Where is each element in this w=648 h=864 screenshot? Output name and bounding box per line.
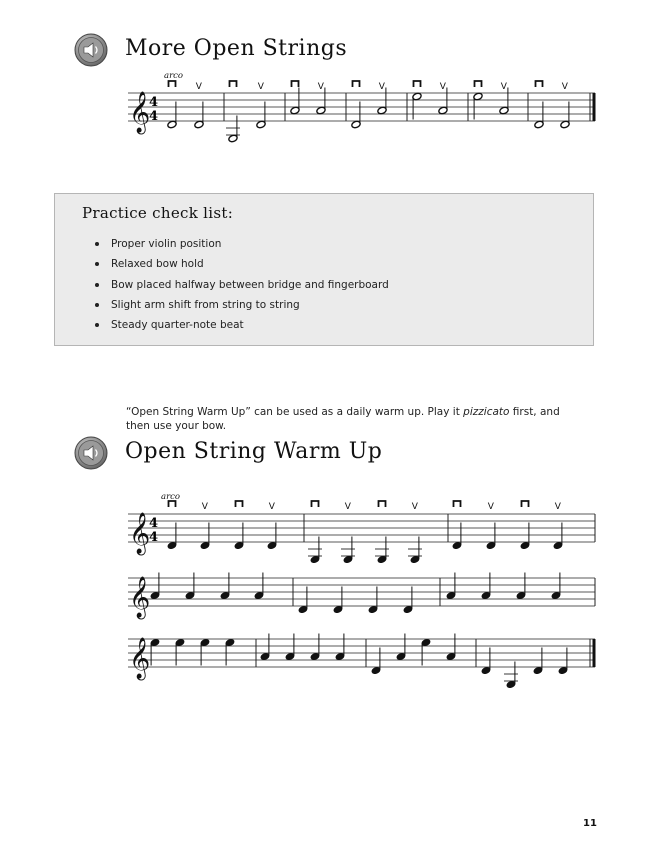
checklist-title: Practice check list: (82, 204, 234, 222)
half-note (351, 120, 361, 129)
down-bow-icon (536, 81, 543, 87)
quarter-note (285, 652, 295, 661)
half-note (256, 120, 266, 129)
quarter-note (200, 541, 210, 550)
intro-paragraph (126, 405, 566, 433)
quarter-note (298, 605, 308, 614)
up-bow-icon: V (268, 502, 275, 512)
quarter-note (520, 541, 530, 550)
checklist (93, 234, 389, 335)
quarter-note (150, 638, 160, 647)
up-bow-icon: V (500, 82, 507, 92)
treble-clef-icon: 𝄞 (129, 577, 151, 618)
section-title-open-string-warm-up: Open String Warm Up (125, 439, 383, 464)
time-signature-top: 4 (149, 516, 159, 531)
quarter-note (254, 591, 264, 600)
quarter-note (446, 591, 456, 600)
half-note (499, 106, 509, 115)
quarter-note (225, 638, 235, 647)
quarter-note (260, 652, 270, 661)
treble-clef-icon: 𝄞 (129, 92, 151, 133)
half-note (167, 120, 177, 129)
final-barline-thick (593, 93, 596, 121)
down-bow-icon (292, 81, 299, 87)
quarter-note (481, 666, 491, 675)
quarter-note (421, 638, 431, 647)
time-signature-bottom: 4 (149, 530, 159, 545)
quarter-note (558, 666, 568, 675)
quarter-note (175, 638, 185, 647)
quarter-note (446, 652, 456, 661)
arco-marking: arco (164, 71, 184, 81)
quarter-note (343, 555, 353, 564)
up-bow-icon: V (344, 502, 351, 512)
speaker-icon[interactable] (74, 33, 108, 67)
time-signature-top: 4 (149, 95, 159, 110)
up-bow-icon: V (554, 502, 561, 512)
intro-text: “Open String Warm Up” can be used as a daily warm up. Play it (126, 406, 464, 418)
quarter-note (220, 591, 230, 600)
half-note (194, 120, 204, 129)
up-bow-icon: V (561, 82, 568, 92)
up-bow-icon: V (195, 82, 202, 92)
quarter-note (452, 541, 462, 550)
quarter-note (533, 666, 543, 675)
quarter-note (167, 541, 177, 550)
arco-marking: arco (161, 492, 181, 502)
checklist-item: Proper violin position (93, 234, 389, 254)
quarter-note (310, 652, 320, 661)
quarter-note (150, 591, 160, 600)
quarter-note (551, 591, 561, 600)
intro-emphasis: pizzicato (463, 406, 510, 418)
down-bow-icon (169, 81, 176, 87)
half-note (228, 134, 238, 143)
quarter-note (396, 652, 406, 661)
down-bow-icon (454, 501, 461, 507)
checklist-item: Steady quarter-note beat (93, 315, 389, 335)
quarter-note (377, 555, 387, 564)
half-note (377, 106, 387, 115)
quarter-note (371, 666, 381, 675)
half-note (438, 106, 448, 115)
time-signature-bottom: 4 (149, 109, 159, 124)
quarter-note (481, 591, 491, 600)
up-bow-icon: V (257, 82, 264, 92)
up-bow-icon: V (411, 502, 418, 512)
down-bow-icon (475, 81, 482, 87)
down-bow-icon (236, 501, 243, 507)
quarter-note (200, 638, 210, 647)
quarter-note (267, 541, 277, 550)
quarter-note (486, 541, 496, 550)
half-note (412, 92, 422, 101)
speaker-icon[interactable] (74, 436, 108, 470)
quarter-note (368, 605, 378, 614)
up-bow-icon: V (378, 82, 385, 92)
checklist-item: Bow placed halfway between bridge and fingerboard (93, 275, 389, 295)
quarter-note (410, 555, 420, 564)
half-note (534, 120, 544, 129)
final-barline-thick (593, 639, 596, 667)
down-bow-icon (169, 501, 176, 507)
up-bow-icon: V (439, 82, 446, 92)
page-number: 11 (583, 818, 597, 829)
down-bow-icon (230, 81, 237, 87)
quarter-note (234, 541, 244, 550)
quarter-note (335, 652, 345, 661)
checklist-item: Relaxed bow hold (93, 254, 389, 274)
up-bow-icon: V (201, 502, 208, 512)
quarter-note (553, 541, 563, 550)
half-note (473, 92, 483, 101)
half-note (560, 120, 570, 129)
up-bow-icon: V (317, 82, 324, 92)
treble-clef-icon: 𝄞 (129, 513, 151, 554)
treble-clef-icon: 𝄞 (129, 638, 151, 679)
down-bow-icon (379, 501, 386, 507)
down-bow-icon (312, 501, 319, 507)
quarter-note (516, 591, 526, 600)
checklist-item: Slight arm shift from string to string (93, 295, 389, 315)
half-note (290, 106, 300, 115)
up-bow-icon: V (487, 502, 494, 512)
quarter-note (403, 605, 413, 614)
quarter-note (185, 591, 195, 600)
down-bow-icon (522, 501, 529, 507)
down-bow-icon (353, 81, 360, 87)
quarter-note (506, 680, 516, 689)
section-title-more-open-strings: More Open Strings (125, 36, 348, 61)
practice-checklist-box (54, 193, 594, 346)
half-note (316, 106, 326, 115)
quarter-note (333, 605, 343, 614)
down-bow-icon (414, 81, 421, 87)
intro-text: first, and then use your bow. (126, 406, 560, 432)
quarter-note (310, 555, 320, 564)
